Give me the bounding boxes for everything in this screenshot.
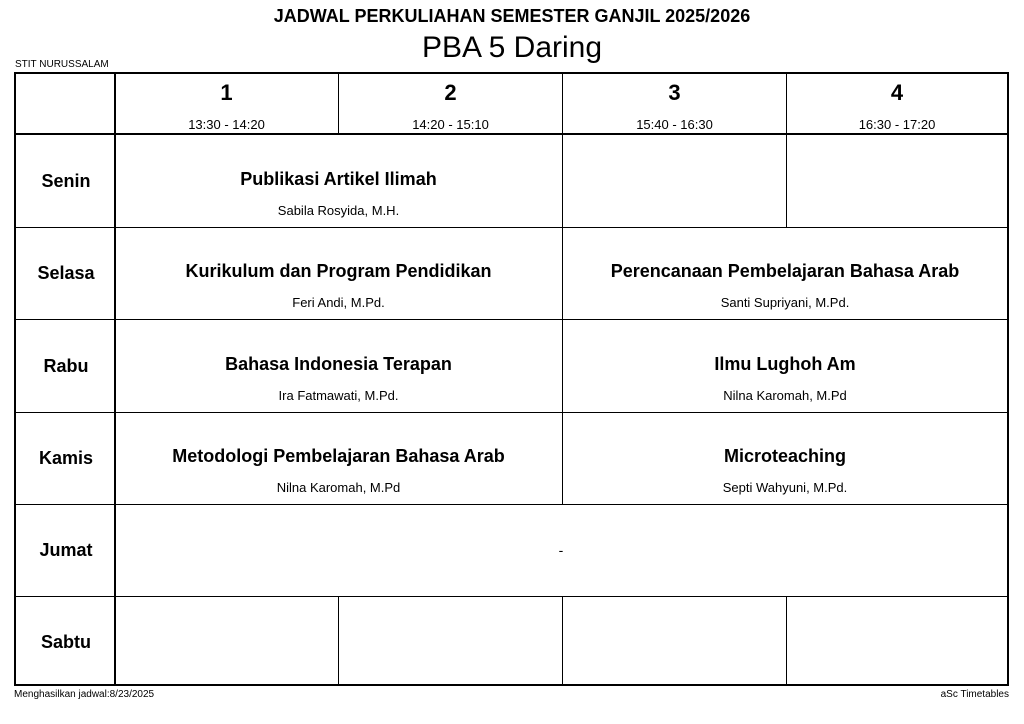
class-name: PBA 5 Daring bbox=[421, 31, 603, 64]
period-number: 3 bbox=[668, 80, 681, 105]
lesson-rabu-1[interactable] bbox=[115, 321, 562, 404]
day-label-senin: Senin bbox=[41, 171, 91, 191]
period-header-3 bbox=[563, 74, 786, 133]
lesson-rabu-2[interactable] bbox=[563, 321, 1007, 404]
lesson-kamis-1[interactable] bbox=[115, 413, 562, 496]
lesson-selasa-2[interactable] bbox=[563, 228, 1007, 311]
cell-divider bbox=[786, 135, 787, 227]
lesson-subject: Microteaching bbox=[723, 446, 847, 466]
lesson-subject: Kurikulum dan Program Pendidikan bbox=[185, 261, 492, 281]
day-label-selasa: Selasa bbox=[37, 263, 95, 283]
row-divider bbox=[16, 596, 1007, 597]
period-time: 16:30 - 17:20 bbox=[858, 117, 936, 132]
generated-date: Menghasilkan jadwal:8/23/2025 bbox=[14, 689, 155, 700]
period-number: 4 bbox=[890, 80, 904, 105]
lesson-teacher: Nilna Karomah, M.Pd bbox=[723, 388, 847, 403]
school-name: STIT NURUSSALAM bbox=[15, 59, 109, 70]
lesson-selasa-1[interactable] bbox=[115, 228, 562, 311]
row-divider bbox=[16, 319, 1007, 320]
app-credit: aSc Timetables bbox=[940, 689, 1009, 700]
lesson-subject: Metodologi Pembelajaran Bahasa Arab bbox=[172, 446, 505, 466]
lesson-subject: Bahasa Indonesia Terapan bbox=[225, 354, 452, 374]
day-label-sabtu: Sabtu bbox=[40, 632, 91, 652]
period-number: 1 bbox=[220, 80, 233, 105]
lesson-teacher: Ira Fatmawati, M.Pd. bbox=[278, 388, 399, 403]
cell-divider bbox=[562, 135, 563, 227]
lesson-teacher: Nilna Karomah, M.Pd bbox=[276, 480, 401, 495]
lesson-subject: Publikasi Artikel Ilimah bbox=[240, 169, 437, 189]
period-header-2 bbox=[339, 74, 562, 133]
period-time: 14:20 - 15:10 bbox=[412, 117, 489, 132]
timetable-grid bbox=[14, 72, 1009, 686]
cell-divider bbox=[786, 596, 787, 684]
period-header-4 bbox=[787, 74, 1007, 133]
day-label-kamis: Kamis bbox=[38, 448, 94, 468]
period-time: 13:30 - 14:20 bbox=[188, 117, 265, 132]
row-divider bbox=[16, 504, 1007, 505]
cell-divider bbox=[338, 596, 339, 684]
lesson-teacher: Feri Andi, M.Pd. bbox=[292, 295, 385, 310]
period-header-1 bbox=[115, 74, 338, 133]
lesson-senin-1[interactable] bbox=[115, 136, 562, 219]
lesson-teacher: Septi Wahyuni, M.Pd. bbox=[722, 480, 848, 495]
lesson-teacher: Santi Supriyani, M.Pd. bbox=[720, 295, 850, 310]
lesson-kamis-2[interactable] bbox=[563, 413, 1007, 496]
lesson-teacher: Sabila Rosyida, M.H. bbox=[277, 203, 400, 218]
page-title: JADWAL PERKULIAHAN SEMESTER GANJIL 2025/2026 bbox=[273, 6, 751, 26]
jumat-empty-marker: - bbox=[558, 542, 564, 558]
day-label-jumat: Jumat bbox=[39, 540, 93, 560]
period-time: 15:40 - 16:30 bbox=[636, 117, 713, 132]
day-label-rabu: Rabu bbox=[43, 356, 89, 376]
header-divider bbox=[16, 133, 1007, 135]
lesson-subject: Ilmu Lughoh Am bbox=[714, 354, 856, 374]
lesson-subject: Perencanaan Pembelajaran Bahasa Arab bbox=[610, 261, 960, 281]
cell-divider bbox=[562, 596, 563, 684]
period-number: 2 bbox=[444, 80, 457, 105]
